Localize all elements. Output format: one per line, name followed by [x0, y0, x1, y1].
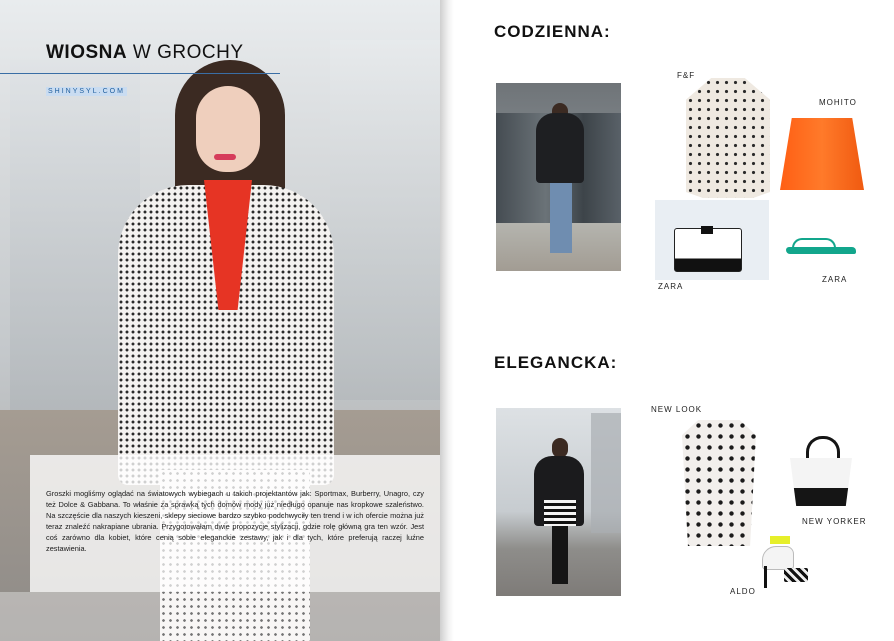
article-body: Groszki mogliśmy oglądać na światowych wybiegach u takich projektantów jak: Sportmax, Burberry, Unagro, czy też Dolce & Gabbana. To właśnie za sprawką tych domów mody już niedługo opanuje nas kropkowe szaleństwo. Na szczęście dla naszych kieszeni, sklepy sieciowe bardzo szybko podchwyciły ten trend i w ich ofercie można już teraz znaleźć nakrapiane ubrania. Przygotowałam dwie propozycje stylizacji, gdzie rolę główną gra ten wzór. Jest coś zarówno dla kobiet, które cenią sobie eleganckie zestawy, jak i dla tych, które preferują raczej luźne zestawienia. [46, 489, 424, 554]
jeans [550, 183, 572, 253]
black-tights [552, 526, 568, 584]
article-title [46, 42, 244, 64]
bag-brand-label: ZARA [658, 282, 684, 291]
article-title-rest: W GROCHY [127, 42, 244, 63]
casual-look-photo [496, 83, 621, 271]
sandals-brand-label: ZARA [822, 275, 848, 284]
heels-brand-label: ALDO [730, 587, 756, 596]
left-page [0, 0, 446, 641]
title-underline [0, 73, 280, 74]
polka-dot-shirt-product [686, 78, 770, 198]
model-lips [214, 154, 236, 160]
tote-bag-product [790, 458, 852, 506]
sandal-sole [786, 247, 856, 254]
orange-skirt-product [780, 118, 864, 190]
dress-brand-label: NEW LOOK [651, 405, 703, 414]
elegant-look-photo [496, 408, 621, 596]
skirt-brand-label: MOHITO [819, 98, 857, 107]
source-credit[interactable]: SHINYSYL.COM [48, 88, 125, 95]
model-head [552, 438, 568, 458]
page-spine [440, 0, 454, 641]
bag-clasp [701, 226, 713, 234]
black-blazer [536, 113, 584, 183]
bottom-panel [0, 592, 446, 641]
striped-skirt [544, 500, 576, 526]
clutch-bag-product [674, 228, 742, 272]
background-building [591, 413, 621, 533]
polka-dot-dress-product [682, 420, 756, 546]
tote-brand-label: NEW YORKER [802, 517, 867, 526]
heeled-sandal-product [762, 536, 810, 588]
article-title-bold: WIOSNA [46, 42, 128, 63]
background-building [330, 40, 440, 400]
heel-sole [784, 568, 808, 582]
heel-ankle-strap [770, 536, 790, 544]
elegant-section-title: ELEGANCKA: [494, 353, 618, 372]
green-sandal-product [786, 238, 856, 256]
shirt-brand-label: F&F [677, 71, 696, 80]
heel-stiletto [764, 566, 767, 588]
casual-section-title: CODZIENNA: [494, 22, 611, 41]
